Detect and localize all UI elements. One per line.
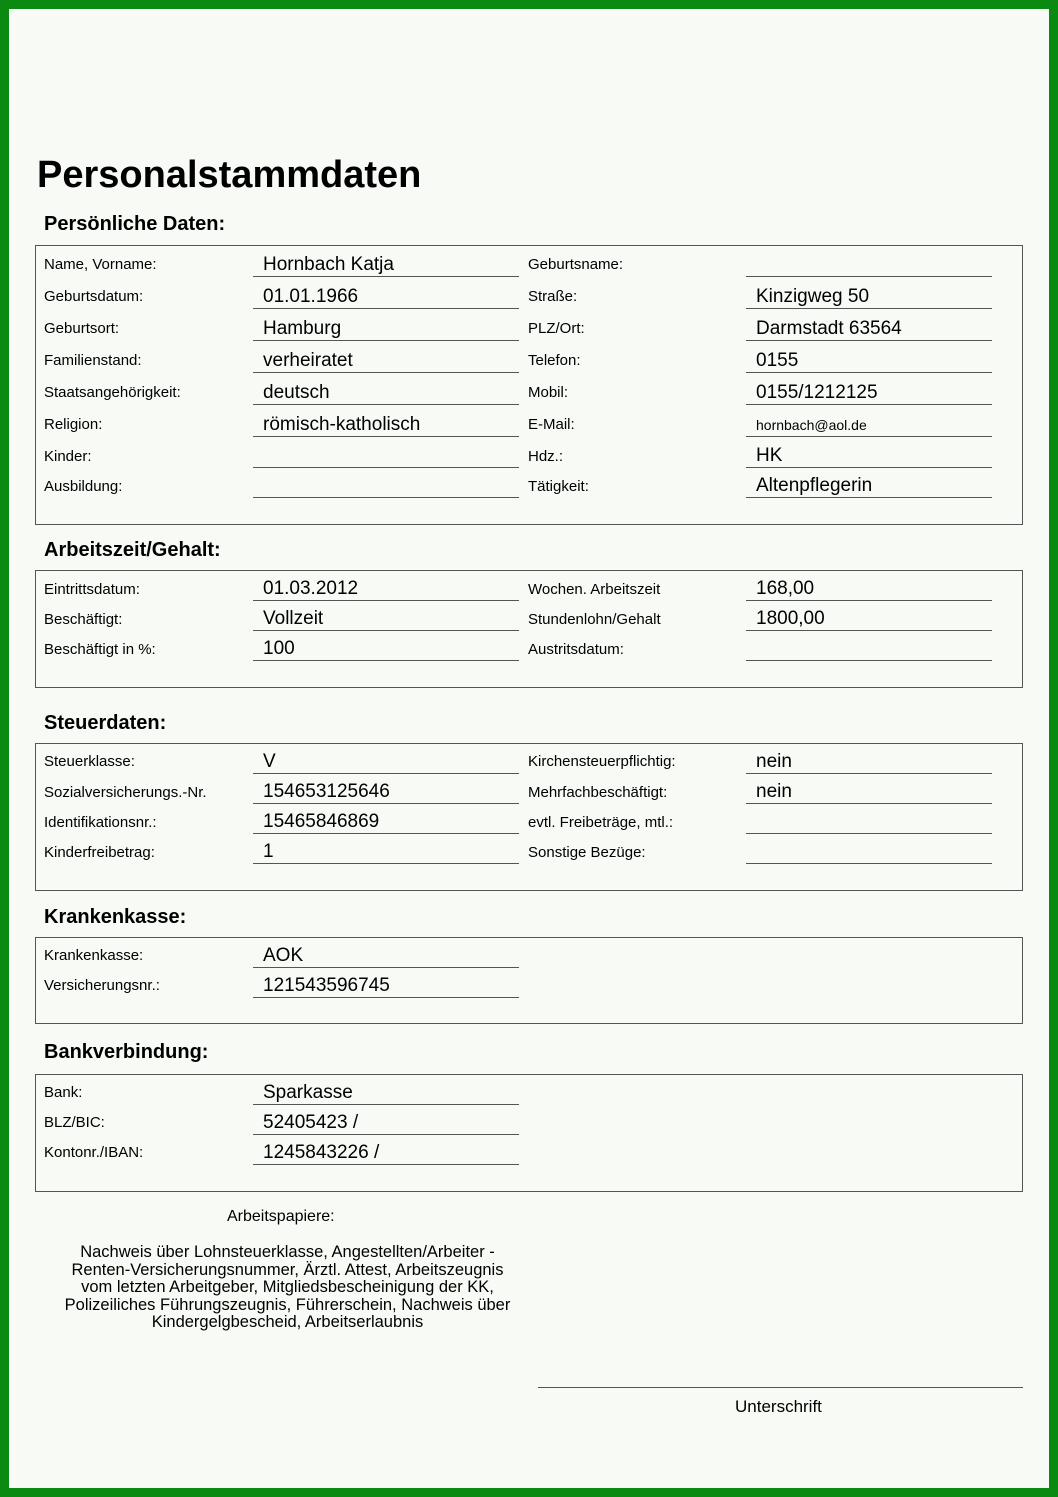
signature-label: Unterschrift: [735, 1397, 822, 1416]
birthplace-field[interactable]: Hamburg: [253, 316, 519, 341]
initials-field[interactable]: HK: [746, 443, 992, 468]
name-field[interactable]: Hornbach Katja: [253, 252, 519, 277]
other-payments-field[interactable]: [746, 839, 992, 864]
label-insurance-number: Versicherungsnr.:: [44, 977, 160, 994]
label-allowances: evtl. Freibeträge, mtl.:: [528, 814, 674, 831]
allowances-field[interactable]: [746, 809, 992, 834]
label-employment: Beschäftigt:: [44, 611, 123, 628]
label-salary: Stundenlohn/Gehalt: [528, 611, 661, 628]
label-church-tax: Kirchensteuerpflichtig:: [528, 753, 676, 770]
label-bic: BLZ/BIC:: [44, 1114, 105, 1131]
phone-field[interactable]: 0155: [746, 348, 992, 373]
birthdate-field[interactable]: 01.01.1966: [253, 284, 519, 309]
section-heading-tax: Steuerdaten:: [44, 712, 167, 734]
label-exit-date: Austritsdatum:: [528, 641, 624, 658]
label-phone: Telefon:: [528, 352, 581, 369]
work-papers-line: Renten-Versicherungsnummer, Ärztl. Attest, Arbeitszeugnis: [71, 1260, 504, 1279]
label-iban: Kontonr./IBAN:: [44, 1144, 144, 1161]
label-marital-status: Familienstand:: [44, 352, 142, 369]
section-heading-personal: Persönliche Daten:: [44, 213, 226, 235]
label-religion: Religion:: [44, 416, 103, 433]
religion-field[interactable]: römisch-katholisch: [253, 412, 519, 437]
child-allowance-field[interactable]: 1: [253, 839, 519, 864]
signature-line[interactable]: [538, 1387, 1023, 1388]
children-field[interactable]: [253, 443, 519, 468]
label-entry-date: Eintrittsdatum:: [44, 581, 140, 598]
multiple-employment-field[interactable]: nein: [746, 779, 992, 804]
label-social-security: Sozialversicherungs.-Nr.: [44, 784, 207, 801]
bank-field[interactable]: Sparkasse: [253, 1080, 519, 1105]
tax-data-box: [35, 743, 1023, 891]
label-birthdate: Geburtsdatum:: [44, 288, 144, 305]
label-child-allowance: Kinderfreibetrag:: [44, 844, 155, 861]
marital-status-field[interactable]: verheiratet: [253, 348, 519, 373]
label-other-payments: Sonstige Bezüge:: [528, 844, 646, 861]
health-insurer-field[interactable]: AOK: [253, 943, 519, 968]
personal-data-box: [35, 245, 1023, 525]
tax-id-field[interactable]: 15465846869: [253, 809, 519, 834]
weekly-hours-field[interactable]: 168,00: [746, 576, 992, 601]
street-field[interactable]: Kinzigweg 50: [746, 284, 992, 309]
zip-city-field[interactable]: Darmstadt 63564: [746, 316, 992, 341]
label-name: Name, Vorname:: [44, 256, 157, 273]
bic-field[interactable]: 52405423 /: [253, 1110, 519, 1135]
employment-percent-field[interactable]: 100: [253, 636, 519, 661]
insurance-number-field[interactable]: 121543596745: [253, 973, 519, 998]
work-papers-heading: Arbeitspapiere:: [227, 1208, 335, 1225]
label-zip-city: PLZ/Ort:: [528, 320, 585, 337]
label-birthplace: Geburtsort:: [44, 320, 120, 337]
employment-field[interactable]: Vollzeit: [253, 606, 519, 631]
work-papers-line: Polizeiliches Führungszeugnis, Führerschein, Nachweis über: [64, 1295, 511, 1314]
label-children: Kinder:: [44, 448, 92, 465]
section-heading-health: Krankenkasse:: [44, 906, 187, 928]
birth-name-field[interactable]: [746, 252, 992, 277]
work-papers-line: Kindergelgbescheid, Arbeitserlaubnis: [151, 1313, 424, 1331]
section-heading-bank: Bankverbindung:: [44, 1041, 209, 1063]
mobile-field[interactable]: 0155/1212125: [746, 380, 992, 405]
occupation-field[interactable]: Altenpflegerin: [746, 473, 992, 498]
email-field[interactable]: hornbach@aol.de: [746, 412, 992, 437]
work-papers-text: [40, 1244, 535, 1332]
entry-date-field[interactable]: 01.03.2012: [253, 576, 519, 601]
exit-date-field[interactable]: [746, 636, 992, 661]
label-weekly-hours: Wochen. Arbeitszeit: [528, 581, 661, 598]
label-mobile: Mobil:: [528, 384, 569, 401]
label-tax-class: Steuerklasse:: [44, 753, 135, 770]
label-occupation: Tätigkeit:: [528, 478, 589, 495]
nationality-field[interactable]: deutsch: [253, 380, 519, 405]
work-data-box: [35, 570, 1023, 688]
social-security-field[interactable]: 154653125646: [253, 779, 519, 804]
iban-field[interactable]: 1245843226 /: [253, 1140, 519, 1165]
label-health-insurer: Krankenkasse:: [44, 947, 144, 964]
label-tax-id: Identifikationsnr.:: [44, 814, 157, 831]
label-initials: Hdz.:: [528, 448, 564, 465]
label-email: E-Mail:: [528, 416, 575, 433]
page-title: Personalstammdaten: [37, 154, 422, 196]
work-papers-line: Nachweis über Lohnsteuerklasse, Angestellten/Arbeiter -: [80, 1243, 495, 1261]
education-field[interactable]: [253, 473, 519, 498]
label-employment-percent: Beschäftigt in %:: [44, 641, 156, 658]
label-nationality: Staatsangehörigkeit:: [44, 384, 181, 401]
church-tax-field[interactable]: nein: [746, 749, 992, 774]
label-multiple-employment: Mehrfachbeschäftigt:: [528, 784, 668, 801]
section-heading-work: Arbeitszeit/Gehalt:: [44, 539, 221, 561]
label-bank: Bank:: [44, 1084, 83, 1101]
label-birth-name: Geburtsname:: [528, 256, 624, 273]
tax-class-field[interactable]: V: [253, 749, 519, 774]
bank-data-box: [35, 1074, 1023, 1192]
health-data-box: [35, 937, 1023, 1024]
label-street: Straße:: [528, 288, 578, 305]
work-papers-line: vom letzten Arbeitgeber, Mitgliedsbescheinigung der KK,: [81, 1278, 494, 1296]
salary-field[interactable]: 1800,00: [746, 606, 992, 631]
label-education: Ausbildung:: [44, 478, 123, 495]
